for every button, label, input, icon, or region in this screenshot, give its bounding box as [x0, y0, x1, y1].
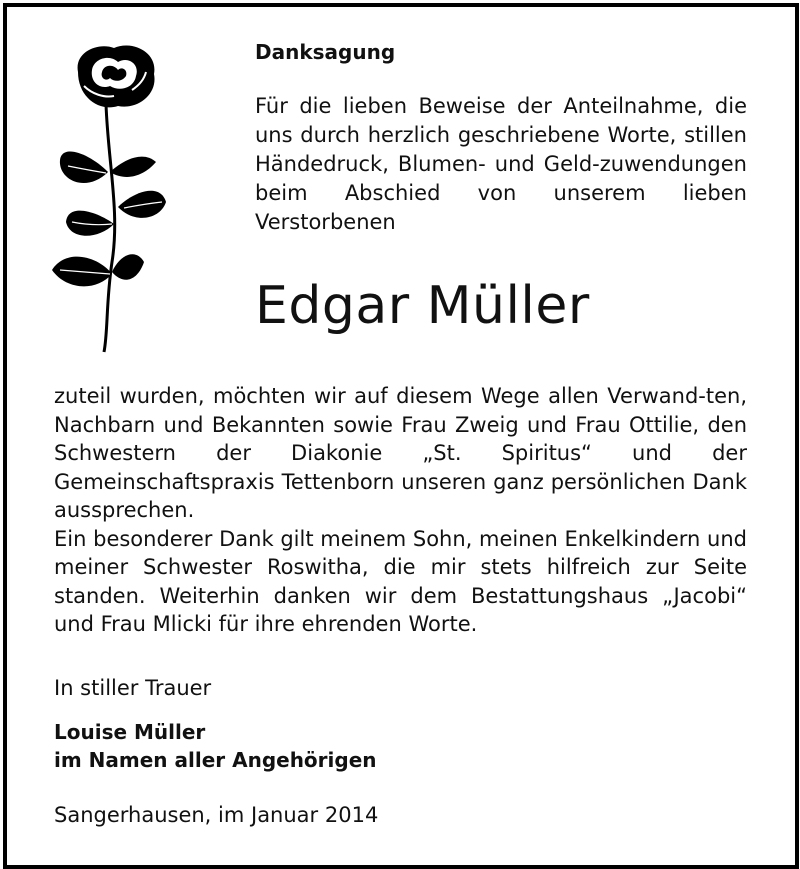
- rose-icon: [48, 42, 168, 354]
- signer-on-behalf: im Namen aller Angehörigen: [54, 748, 377, 772]
- body-paragraph: Ein besonderer Dank gilt meinem Sohn, meinen Enkelkindern und meiner Schwester Roswitha, die mir stets hilfreich zur Seite standen. Weiterhin danken wir dem Bestattungshaus „Jacobi“ und Frau Mlicki für ihre ehrenden Worte.: [54, 526, 747, 636]
- place-date: Sangerhausen, im Januar 2014: [54, 803, 379, 827]
- signature-block: [54, 718, 377, 774]
- mourning-line: In stiller Trauer: [54, 676, 212, 700]
- notice-heading: Danksagung: [255, 40, 396, 64]
- signer-name: Louise Müller: [54, 720, 206, 744]
- body-text: [54, 382, 747, 639]
- deceased-name: Edgar Müller: [255, 276, 590, 336]
- body-paragraph: zuteil wurden, möchten wir auf diesem Wege allen Verwand-ten, Nachbarn und Bekannten sowie Frau Zweig und Frau Ottilie, den Schwestern der Diakonie „St. Spiritus“ und der Gemeinschaftspraxis Tettenborn unseren ganz persönlichen Dank aussprechen.: [54, 384, 747, 522]
- intro-text: Für die lieben Beweise der Anteilnahme, die uns durch herzlich geschriebene Worte, stillen Händedruck, Blumen- und Geld-zuwendungen beim Abschied von unserem lieben Verstorbenen: [255, 94, 747, 234]
